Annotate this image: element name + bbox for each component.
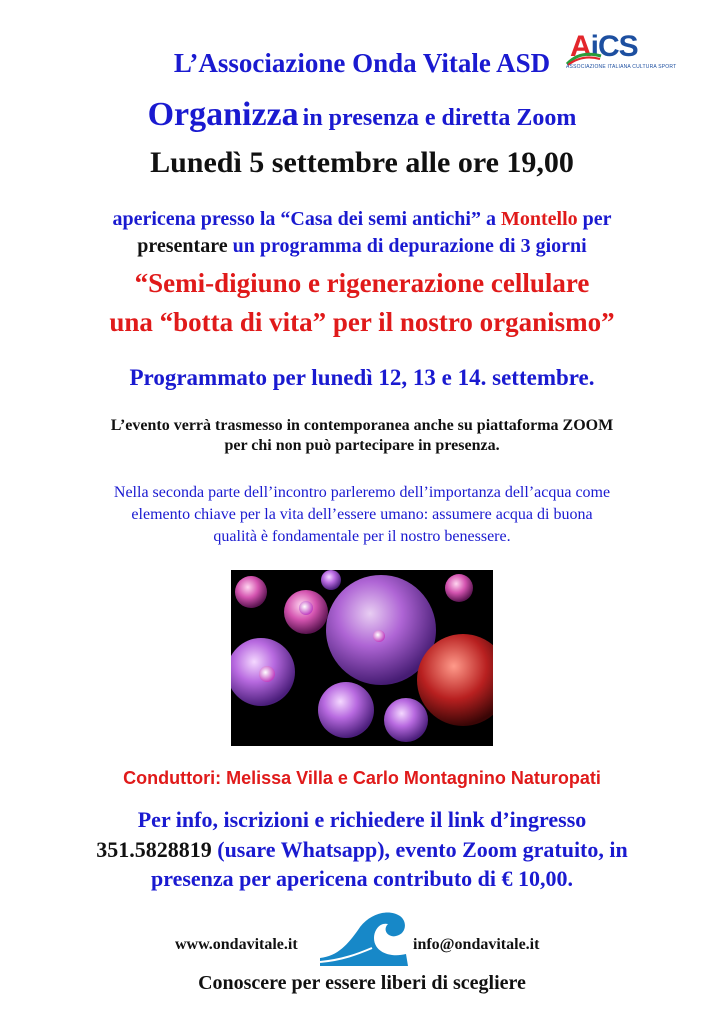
- organizza-rest: in presenza e diretta Zoom: [302, 105, 577, 131]
- intro-presentare: presentare: [137, 235, 233, 257]
- aics-tagline: ASSOCIAZIONE ITALIANA CULTURA SPORT: [566, 64, 677, 70]
- intro-per: per: [577, 208, 612, 230]
- aics-logo-a: A: [570, 30, 591, 63]
- website-link[interactable]: www.ondavitale.it: [175, 936, 298, 953]
- info-line-1: Per info, iscrizioni e richiedere il link d’ingresso: [137, 807, 587, 832]
- wave-logo-icon: [318, 904, 410, 968]
- organizza-line: [0, 96, 724, 134]
- intro-line-2: [0, 235, 724, 258]
- hosts-line: Conduttori: Melissa Villa e Carlo Montagnino Naturopati: [123, 768, 601, 788]
- headline-line-1: “Semi-digiuno e rigenerazione cellulare: [134, 268, 590, 298]
- info-line-3: presenza per apericena contributo di € 10,00.: [150, 866, 574, 891]
- headline-line-2: una “botta di vita” per il nostro organismo”: [109, 307, 615, 337]
- zoom-notice-1: L’evento verrà trasmesso in contemporanea anche su piattaforma ZOOM: [110, 417, 614, 434]
- footer-row: [0, 900, 724, 980]
- zoom-notice-2: per chi non può partecipare in presenza.: [224, 437, 500, 454]
- cells-microscope-image: [231, 570, 493, 746]
- phone-number: 351.5828819: [96, 837, 212, 862]
- cell-shape: [235, 576, 267, 608]
- cell-shape: [321, 570, 341, 590]
- cell-shape: [445, 574, 473, 602]
- email-link[interactable]: info@ondavitale.it: [413, 936, 540, 953]
- cell-shape: [318, 682, 374, 738]
- cell-shape: [384, 698, 428, 742]
- intro-venue: apericena presso la “Casa dei semi antichi” a: [112, 208, 501, 230]
- motto-line: Conoscere per essere liberi di scegliere: [198, 972, 526, 994]
- aics-logo-ics: iCS: [590, 30, 638, 63]
- water-paragraph-2: elemento chiave per la vita dell’essere umano: assumere acqua di buona: [131, 506, 593, 523]
- cell-nucleus: [299, 601, 313, 615]
- event-date: Lunedì 5 settembre alle ore 19,00: [150, 146, 574, 179]
- schedule-line: Programmato per lunedì 12, 13 e 14. settembre.: [129, 365, 595, 390]
- cells-illustration: [231, 570, 493, 746]
- water-paragraph-1: Nella seconda parte dell’incontro parleremo dell’importanza dell’acqua come: [113, 484, 611, 501]
- info-line-2: [0, 837, 724, 863]
- organizza-word: Organizza: [147, 96, 299, 133]
- intro-line-1: [0, 208, 724, 231]
- association-title: L’Associazione Onda Vitale ASD: [173, 48, 551, 78]
- cell-nucleus: [259, 666, 275, 682]
- water-paragraph-3: qualità è fondamentale per il nostro benessere.: [213, 528, 511, 545]
- info-whatsapp: (usare Whatsapp), evento Zoom gratuito, in: [211, 837, 628, 862]
- cell-nucleus: [373, 630, 385, 642]
- intro-program: un programma di depurazione di 3 giorni: [232, 235, 587, 257]
- intro-town: Montello: [500, 208, 578, 230]
